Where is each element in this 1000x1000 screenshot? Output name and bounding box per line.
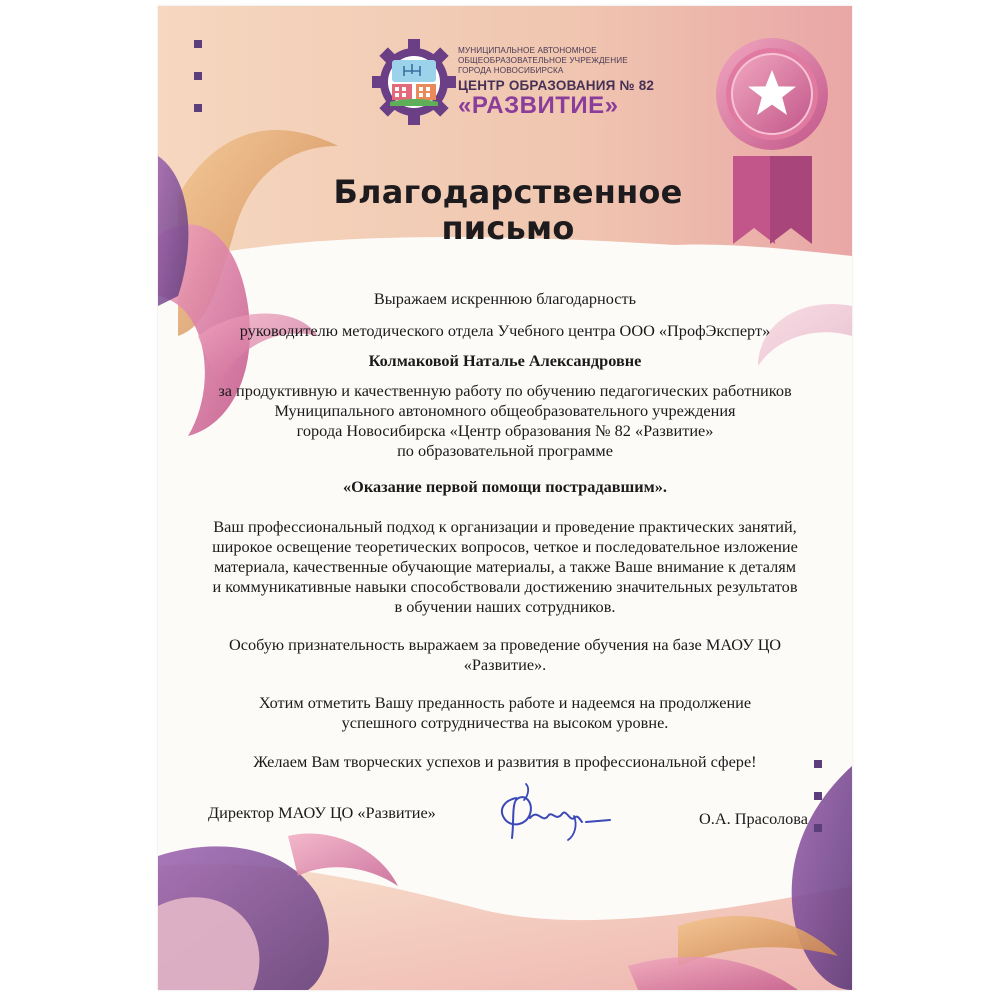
square-dot-icon	[194, 72, 202, 80]
center-name: ЦЕНТР ОБРАЗОВАНИЯ № 82	[458, 78, 655, 93]
square-dot-icon	[194, 40, 202, 48]
org-line: ОБЩЕОБРАЗОВАТЕЛЬНОЕ УЧРЕЖДЕНИЕ	[458, 56, 628, 65]
text-line: Хотим отметить Вашу преданность работе и надеемся на продолжение	[258, 693, 752, 712]
square-dot-icon	[814, 792, 822, 800]
text-line: по образовательной программе	[397, 441, 613, 460]
recipient-name: Колмаковой Наталье Александровне	[368, 351, 642, 370]
star-rosette-icon	[736, 58, 808, 130]
text-line: Особую признательность выражаем за проведение обучения на базе МАОУ ЦО	[228, 635, 782, 654]
text-line: города Новосибирска «Центр образования № 82 «Развитие»	[296, 421, 714, 440]
org-line: ГОРОДА НОВОСИБИРСКА	[458, 66, 564, 75]
text-line: Муниципального автономного общеобразовательного учреждения	[274, 401, 736, 420]
text-line: и коммуникативные навыки способствовали достижению значительных результатов	[212, 577, 798, 596]
hope-paragraph	[158, 693, 852, 733]
text-line: материала, качественные обучающие материалы, а также Ваше внимание к деталям	[213, 557, 797, 576]
text-line: успешного сотрудничества на высоком уровне.	[341, 713, 669, 732]
gratitude-paragraph	[158, 635, 852, 675]
handwritten-signature	[486, 778, 616, 848]
reason-paragraph	[158, 381, 852, 461]
text-line: за продуктивную и качественную работу по обучению педагогических работников	[218, 381, 792, 400]
intro-text: Выражаем искреннюю благодарность	[373, 289, 637, 308]
recipient-position: руководителю методического отдела Учебного центра ООО «ПрофЭксперт»	[239, 321, 771, 340]
wish-text: Желаем Вам творческих успехов и развития в профессиональной сфере!	[253, 752, 757, 771]
square-dot-icon	[814, 824, 822, 832]
org-line: МУНИЦИПАЛЬНОЕ АВТОНОМНОЕ	[458, 46, 597, 55]
brand-name: «РАЗВИТИЕ»	[458, 92, 619, 119]
text-line: «Развитие».	[463, 655, 547, 674]
signer-name: О.А. Прасолова	[699, 809, 808, 828]
certificate-sheet	[158, 6, 852, 990]
text-line: широкое освещение теоретических вопросов, четкое и последовательное изложение	[212, 537, 798, 556]
signer-position: Директор МАОУ ЦО «Развитие»	[208, 803, 436, 822]
text-line: Ваш профессиональный подход к организации и проведение практических занятий,	[213, 517, 797, 536]
decorative-dots-top	[194, 40, 202, 112]
page-title	[278, 174, 738, 246]
title-line: Благодарственное	[333, 173, 683, 211]
praise-paragraph	[158, 517, 852, 617]
text-line: в обучении наших сотрудников.	[394, 597, 616, 616]
organization-logo-text	[458, 46, 658, 119]
program-name: «Оказание первой помощи пострадавшим».	[343, 477, 667, 496]
title-line: письмо	[441, 209, 575, 247]
square-dot-icon	[194, 104, 202, 112]
gear-logo-icon	[372, 38, 456, 126]
